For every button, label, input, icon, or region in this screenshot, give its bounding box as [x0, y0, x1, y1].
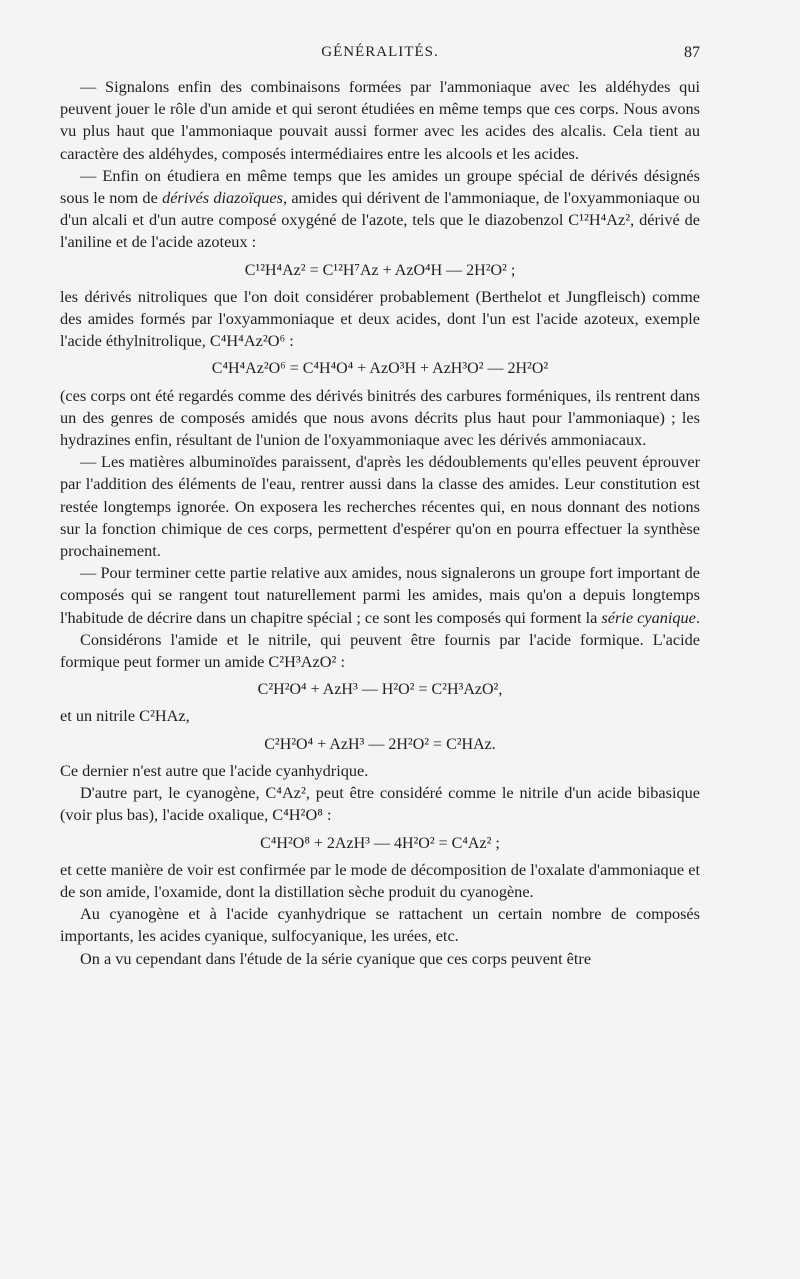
paragraph-final: On a vu cependant dans l'étude de la série cyanique que ces corps peuvent être [80, 948, 592, 968]
paragraph-diazo [60, 165, 700, 254]
paragraph-cyanogene: D'autre part, le cyanogène, C⁴Az², peut être considéré comme le nitrile d'un acide bibasique (voir plus bas), l'acide oxalique, C⁴H²O⁸ : [60, 783, 700, 825]
paragraph-formique: Considérons l'amide et le nitrile, qui peuvent être fournis par l'acide formique. L'acide formique peut former un amide C²H³AzO² : [60, 629, 700, 672]
paragraph-cyanhydrique: Ce dernier n'est autre que l'acide cyanhydrique. [60, 760, 369, 780]
formula-nitrile: C²H²O⁴ + AzH³ — 2H²O² = C²HAz. [264, 735, 496, 753]
paragraph-binitres: (ces corps ont été regardés comme des dérivés binitrés des carbures forméniques, ils rentrent dans un des genres de composés amidés que nous avons décrits plus haut pour l'ammoniaque) ; les hydrazines enfin, résultant de l'union de l'oxyammoniaque avec les dérivés ammoniacaux. [60, 385, 700, 450]
paragraph-nitrile: et un nitrile C²HAz, [60, 706, 190, 726]
paragraph-aldehydes: — Signalons enfin des combinaisons formées par l'ammoniaque avec les aldéhydes qui peuvent jouer le rôle d'un amide et qui seront étudiées en même temps que ces corps. Nous avons vu plus haut que l'ammoniaque pouvait aussi former avec les acides des alcalis. Cela tient au caractère des aldéhydes, composés intermédiaires entre les alcools et les acides. [60, 77, 700, 163]
paragraph-oxalate: et cette manière de voir est confirmée par le mode de décomposition de l'oxalate d'ammoniaque et de son amide, l'oxamide, dont la distillation sèche produit du cyanogène. [60, 859, 700, 901]
formula-diazobenzol: C¹²H⁴Az² = C¹²H⁷Az + AzO⁴H — 2H²O² ; [244, 261, 516, 279]
formula-amide-formique: C²H²O⁴ + AzH³ — H²O² = C²H³AzO², [257, 681, 503, 699]
paragraph-composes: Au cyanogène et à l'acide cyanhydrique se rattachent un certain nombre de composés importants, les acides cyanique, sulfocyanique, les urées, etc. [60, 904, 700, 946]
paragraph-serie-cyanique [60, 562, 700, 629]
diazo-term: dérivés diazoïques [162, 188, 283, 208]
page-header [60, 44, 700, 68]
cyanique-text-b: . [695, 607, 700, 627]
cyanique-term: série cyanique [601, 607, 696, 627]
formula-ethylnitrolique: C⁴H⁴Az²O⁶ = C⁴H⁴O⁴ + AzO³H + AzH³O² — 2H²O² [211, 360, 549, 378]
body-text [60, 76, 700, 970]
diazo-text-b: , amides qui dérivent de l'ammoniaque, de l'oxyammoniaque ou d'un alcali et d'un autre composé oxygéné de l'azote, tels que le diazobenzol C¹²H⁴Az², dérivé de l'aniline et de l'acide azoteux : [60, 188, 701, 252]
formula-cyanogene: C⁴H²O⁸ + 2AzH³ — 4H²O² = C⁴Az² ; [260, 834, 500, 852]
page-number: 87 [684, 44, 700, 61]
running-title: GÉNÉRALITÉS. [321, 44, 439, 60]
diazo-text-a: — Enfin on étudiera en même temps que les amides un groupe spécial de dérivés désignés sous le nom de [60, 165, 700, 208]
paragraph-albuminoides: — Les matières albuminoïdes paraissent, d'après les dédoublements qu'elles peuvent éprouver par l'addition des éléments de l'eau, rentrer aussi dans la classe des amides. Leur constitution est restée longtemps ignorée. On exposera les recherches récentes qui, en nous donnant des notions sur la fonction chimique de ces corps, permettent d'espérer qu'on en pourra effectuer la synthèse prochainement. [60, 452, 700, 561]
paragraph-nitroliques: les dérivés nitroliques que l'on doit considérer probablement (Berthelot et Jungfleisch) comme des amides formés par l'oxyammoniaque et deux acides, dont l'un est l'acide azoteux, exemple l'acide éthylnitrolique, C⁴H⁴Az²O⁶ : [60, 286, 700, 351]
cyanique-text-a: — Pour terminer cette partie relative aux amides, nous signalerons un groupe fort important de composés qui se rangent tout naturellement parmi les amides, mais qu'on a depuis longtemps l'habitude de décrire dans un chapitre spécial ; ce sont les composés qui forment la [60, 563, 700, 627]
